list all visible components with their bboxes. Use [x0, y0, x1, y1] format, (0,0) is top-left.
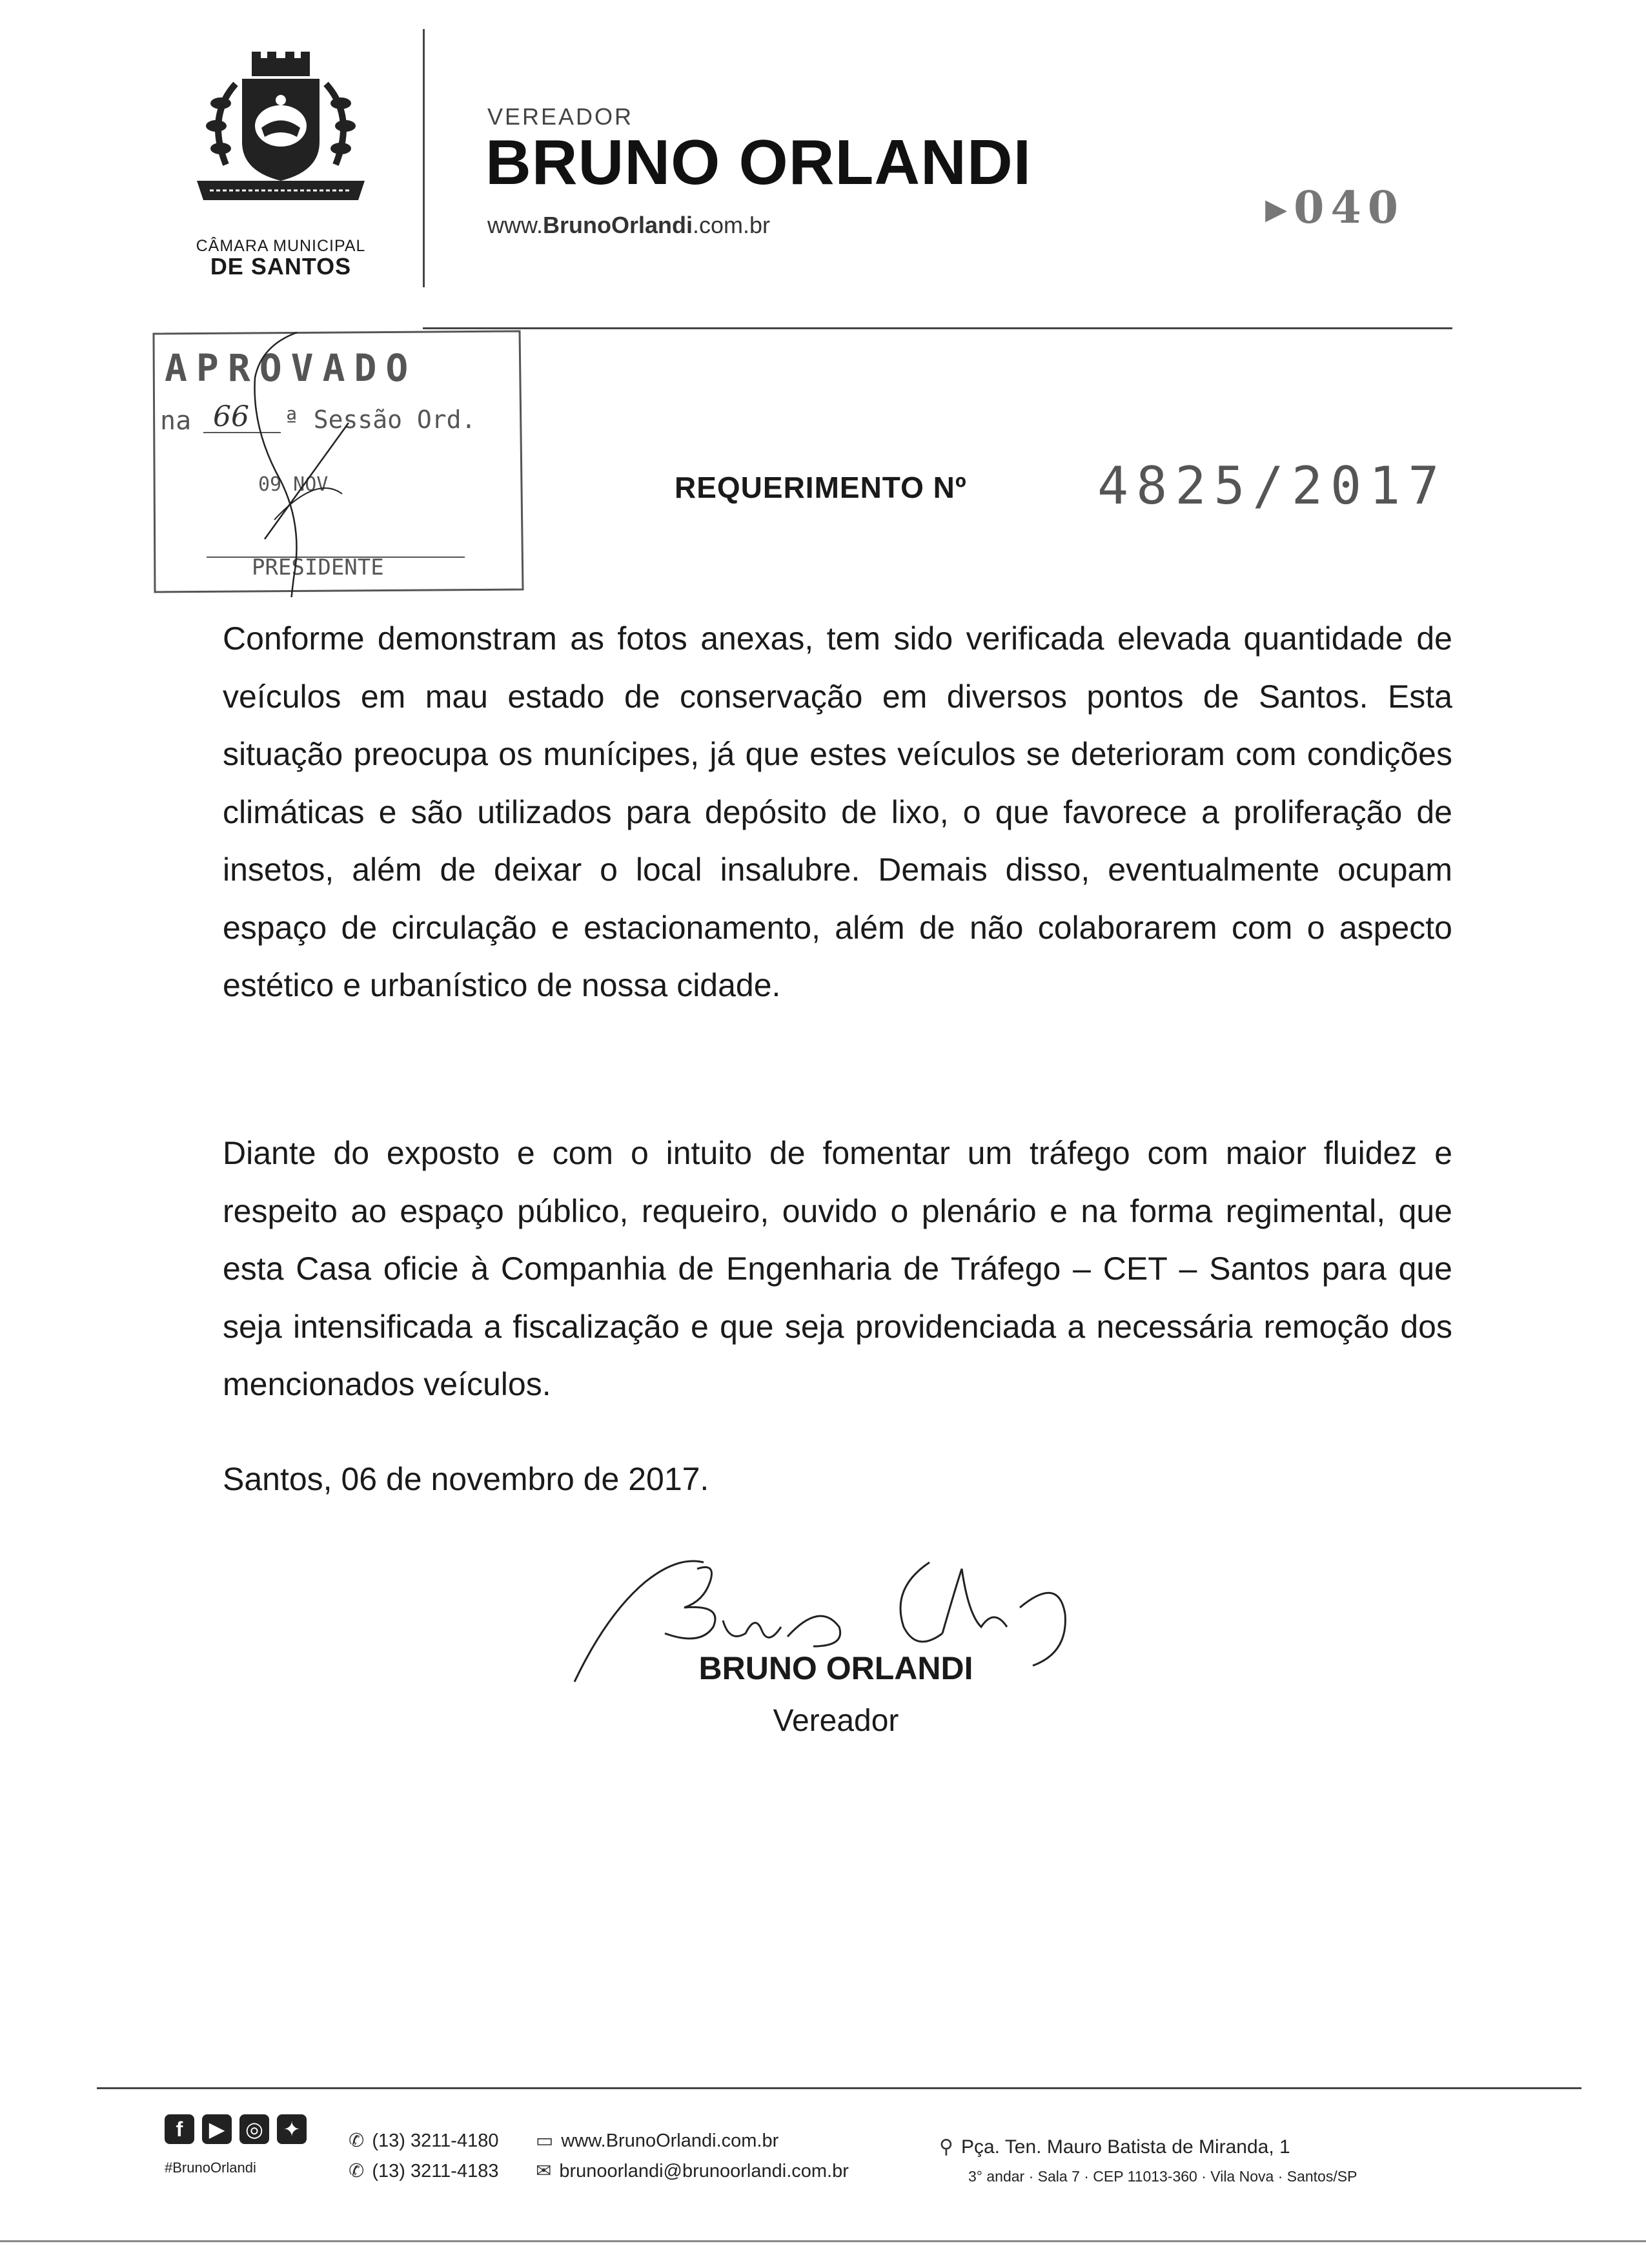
- stamp-session-prefix: na: [160, 406, 192, 436]
- date-line: Santos, 06 de novembro de 2017.: [223, 1461, 709, 1497]
- header-councillor-name: BRUNO ORLANDI: [485, 127, 1031, 198]
- stamp-session-label: ª Sessão Ord.: [284, 405, 476, 434]
- footer-address-line-1: [939, 2136, 1290, 2158]
- envelope-icon: ✉: [536, 2161, 552, 2181]
- protocol-number-value: 040: [1294, 182, 1405, 234]
- footer-email-text: brunoorlandi@brunoorlandi.com.br: [559, 2161, 849, 2181]
- camara-municipal-crest-logo: [187, 52, 374, 207]
- footer-address-line-2: 3° andar · Sala 7 · CEP 11013-360 · Vila Nova · Santos/SP: [968, 2168, 1357, 2185]
- signer-role: Vereador: [773, 1704, 899, 1738]
- phone-icon: ✆: [349, 2130, 365, 2151]
- body-paragraph-1: Conforme demonstram as fotos anexas, tem sido verificada elevada quantidade de veículos em mau estado de conservação em diversos pontos de Santos. Esta situação preocupa os munícipes, já que estes veículos se deterioram com condições climáticas e são utilizados para depósito de lixo, o que favorece a proliferação de insetos, além de deixar o local insalubre. Demais disso, eventualmente ocupam espaço de circulação e estacionamento, além de não colaborarem com o aspecto estético e urbanístico de nossa cidade.: [223, 620, 1452, 1003]
- approval-stamp: [148, 326, 526, 597]
- footer-phone-2: [349, 2160, 498, 2182]
- header-role-label: VEREADOR: [487, 103, 634, 130]
- site-prefix: www.: [487, 212, 544, 238]
- header-website: [487, 212, 770, 239]
- header-divider-horizontal: [423, 327, 1452, 329]
- site-suffix: .com.br: [693, 212, 771, 238]
- header-divider-vertical: [423, 29, 425, 287]
- instagram-icon: ◎: [239, 2114, 269, 2144]
- footer-phone-2-text: (13) 3211-4183: [372, 2161, 499, 2181]
- phone-icon: ✆: [349, 2161, 365, 2181]
- footer-website-text: www.BrunoOrlandi.com.br: [561, 2130, 779, 2151]
- social-icons: [165, 2114, 314, 2144]
- facebook-icon: f: [165, 2114, 194, 2144]
- map-pin-icon: ⚲: [939, 2136, 953, 2158]
- footer-website: [536, 2129, 778, 2152]
- camara-line-1: CÂMARA MUNICIPAL: [196, 237, 366, 255]
- stamp-signer-title: PRESIDENTE: [252, 555, 384, 580]
- footer-phone-1-text: (13) 3211-4180: [372, 2130, 499, 2151]
- document-title: REQUERIMENTO Nº: [675, 471, 967, 504]
- youtube-icon: ▶: [202, 2114, 232, 2144]
- footer-address-line-1-text: Pça. Ten. Mauro Batista de Miranda, 1: [960, 2136, 1290, 2158]
- stamp-date: 09 NOV: [258, 473, 329, 496]
- document-number: 4825/2017: [1097, 456, 1447, 516]
- signer-name: BRUNO ORLANDI: [698, 1650, 973, 1686]
- camara-line-2: DE SANTOS: [210, 253, 352, 280]
- twitter-icon: ✦: [277, 2114, 307, 2144]
- page-bottom-edge: [0, 2240, 1646, 2242]
- monitor-icon: ▭: [536, 2130, 554, 2151]
- social-handle: #BrunoOrlandi: [165, 2160, 256, 2176]
- footer-email: [536, 2160, 849, 2182]
- site-brand: BrunoOrlandi: [543, 212, 693, 238]
- camara-municipal-label: [165, 238, 397, 279]
- footer-phone-1: [349, 2129, 498, 2152]
- stamp-session-number: 66: [213, 400, 249, 433]
- body-paragraph-2: Diante do exposto e com o intuito de fomentar um tráfego com maior fluidez e respeito ao espaço público, requeiro, ouvido o plenário e na forma regimental, que esta Casa oficie à Companhia de Engenharia de Tráfego – CET – Santos para que seja intensificada a fiscalização e que seja providenciada a necessária remoção dos mencionados veículos.: [223, 1135, 1452, 1402]
- stamp-approved-word: APROVADO: [165, 346, 418, 390]
- footer-divider: [97, 2087, 1581, 2089]
- protocol-number: ▸040: [1265, 182, 1405, 234]
